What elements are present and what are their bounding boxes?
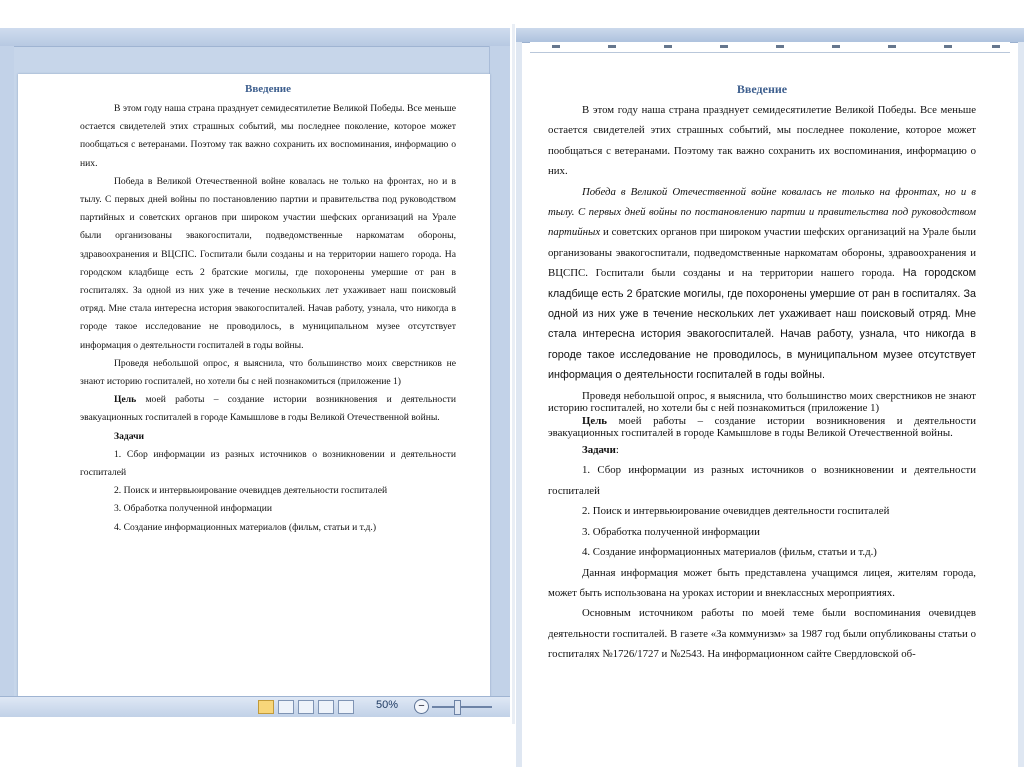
left-window-top-bar: [0, 28, 510, 47]
right-paragraph-sources: Основным источником работы по моей теме были воспоминания очевидцев деятельности госпиталей. В газете «За коммунизм» за 1987 год были опубликованы статьи о госпиталях №1726/1727 и №2543. На информационном сайте Свердловской об-: [548, 607, 976, 661]
left-doc-title: Введение: [244, 83, 292, 95]
right-paragraph-survey: Проведя небольшой опрос, я выяснила, что большинство моих сверстников не знают историю госпиталей, но хотели бы с ней познакомиться (приложение 1): [548, 389, 976, 415]
right-paragraph-info: Данная информация может быть представлена учащимся лицея, жителям города, может быть использована на уроках истории и внеклассных мероприятиях.: [548, 566, 976, 599]
web-layout-view-button[interactable]: [298, 700, 314, 714]
right-goal-text: моей работы – создание истории возникновения и деятельности эвакуационных госпиталей в городе Камышлове в годы Великой Отечественной войны.: [548, 414, 976, 440]
right-tasks-colon: :: [615, 444, 619, 457]
window-divider: [512, 24, 515, 724]
left-task-1: 1. Сбор информации из разных источников о возникновении и деятельности госпиталей: [80, 448, 456, 479]
left-paragraph-survey: Проведя небольшой опрос, я выяснила, что большинство моих сверстников не знают историю госпиталей, но хотели бы с ней познакомиться (приложение 1): [80, 357, 456, 388]
left-paragraph-goal: [80, 391, 456, 427]
right-task-1: 1. Сбор информации из разных источников о возникновении и деятельности госпиталей: [548, 464, 976, 497]
right-victory-rest: и советских органов при широком участии шефских организаций на Урале были организованы эвакогоспитали, подведомственные наркоматам обороны, здравоохранения и ВЦСПС. Госпитали были созданы и на территории нашего города.: [548, 226, 976, 280]
right-goal-label: Цель: [582, 414, 607, 427]
left-paragraph-victory: Победа в Великой Отечественной войне ковалась не только на фронтах, но и в тылу. С первых дней войны по постановлению партии и правительства под руководством партийных и советских органов при широком участии шефских организаций на Урале были организованы эвакогоспитали, подведомственные наркоматам обороны, здравоохранения и ВЦСПС. Госпитали были созданы и на территории нашего города. На городском кладбище есть 2 братские могилы, где похоронены умершие от ран в госпиталях. За одной из них уже в течение нескольких лет ухаживает наш поисковый отряд. Мне стала интересна история эвакогоспиталей. Начав работу, узнала, что никогда в городе такое исследование не проводилось, в муниципальном музее отсутствует информация о деятельности госпиталей в годы войны.: [80, 175, 456, 351]
zoom-slider-track[interactable]: [432, 706, 492, 708]
ruler-tick: [992, 45, 1000, 48]
ruler-tick: [776, 45, 784, 48]
draft-view-button[interactable]: [338, 700, 354, 714]
right-task-4: 4. Создание информационных материалов (фильм, статьи и т.д.): [582, 546, 877, 559]
right-victory-italic: Победа в Великой Отечественной войне ковалась не только на фронтах, но и в тылу. С первых дней войны по постановлению партии и правительства под руководством партийных: [548, 185, 976, 239]
right-task-3: 3. Обработка полученной информации: [582, 525, 760, 538]
left-window-scrollbar[interactable]: [489, 46, 510, 698]
print-layout-view-button[interactable]: [258, 700, 274, 714]
left-goal-label: Цель: [114, 394, 137, 406]
right-doc-title: Введение: [736, 82, 788, 96]
left-document-text: [80, 82, 456, 537]
right-paragraph-victory: [548, 182, 976, 386]
zoom-level[interactable]: 50%: [376, 699, 399, 711]
right-tasks-title: [548, 440, 976, 460]
right-task-2: 2. Поиск и интервьюирование очевидцев деятельности госпиталей: [582, 505, 890, 518]
ruler-tick: [944, 45, 952, 48]
ruler-tick: [720, 45, 728, 48]
ruler-tick: [608, 45, 616, 48]
ruler-tick: [888, 45, 896, 48]
horizontal-ruler[interactable]: [530, 42, 1010, 53]
right-paragraph-intro: В этом году наша страна празднует семидесятилетие Великой Победы. Все меньше остается свидетелей этих страшных событий, мы последнее поколение, которое может пообщаться с ветеранами. Поэтому так важно сохранить их воспоминания, информацию о них.: [548, 104, 976, 178]
ruler-tick: [832, 45, 840, 48]
status-bar: [0, 696, 510, 717]
zoom-out-icon[interactable]: −: [414, 699, 429, 714]
zoom-slider-thumb[interactable]: [454, 700, 461, 715]
right-victory-sans: На городском кладбище есть 2 братские могилы, где похоронены умершие от ран в госпиталях. За одной из них уже в течение нескольких лет ухаживает наш поисковый отряд. Мне стала интересна история эвакогоспиталей. Начав работу, узнала, что никогда в городе такое исследование не проводилось, в муниципальном музее отсутствует информация о деятельности госпиталей в годы войны.: [548, 267, 976, 382]
ruler-tick: [664, 45, 672, 48]
left-task-3: 3. Обработка полученной информации: [114, 503, 273, 515]
full-screen-reading-view-button[interactable]: [278, 700, 294, 714]
right-window-left-margin: [516, 42, 522, 767]
right-document-text: [548, 82, 976, 665]
left-tasks-title: Задачи: [114, 430, 145, 442]
left-paragraph-intro: В этом году наша страна празднует семидесятилетие Великой Победы. Все меньше остается свидетелей этих страшных событий, мы последнее поколение, которое может пообщаться с ветеранами. Поэтому так важно сохранить их воспоминания, информацию о них.: [80, 103, 456, 169]
left-task-2: 2. Поиск и интервьюирование очевидцев деятельности госпиталей: [114, 485, 388, 497]
left-window-left-margin: [0, 46, 14, 698]
ruler-tick: [552, 45, 560, 48]
right-window-top-bar: [516, 28, 1024, 43]
left-task-4: 4. Создание информационных материалов (фильм, статьи и т.д.): [114, 521, 377, 533]
right-window-right-margin: [1018, 42, 1024, 767]
outline-view-button[interactable]: [318, 700, 334, 714]
right-paragraph-goal: [548, 415, 976, 440]
right-tasks-label: Задачи: [582, 444, 616, 457]
left-goal-text: моей работы – создание истории возникновения и деятельности эвакуационных госпиталей в городе Камышлове в годы Великой Отечественной войны.: [80, 394, 456, 424]
